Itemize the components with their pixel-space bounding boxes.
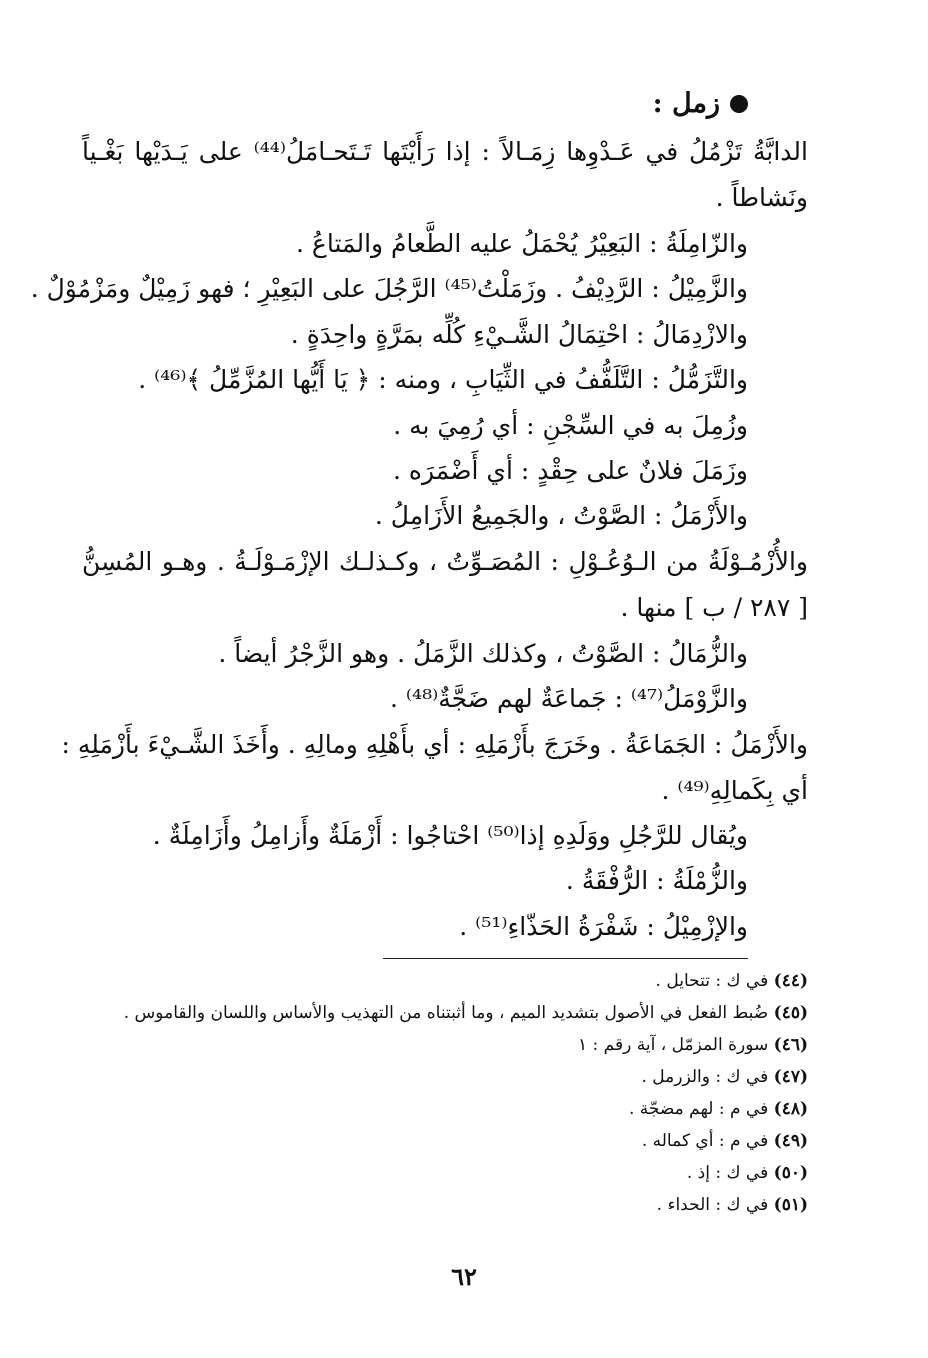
entry-line: والزَّمِيْلُ : الرَّدِيْفُ . وزَمَلْتُ⁽⁴⁵⁾ الرَّجُلَ على البَعِيْرِ ؛ فهو زَمِيْلٌ ومَزْمُوْلٌ . — [30, 274, 748, 303]
footnote — [657, 1192, 808, 1218]
entry-line: والزَّوْمَلُ⁽⁴⁷⁾ : جَماعَةٌ لهم ضَجَّةٌ⁽⁴⁸⁾ . — [390, 684, 748, 713]
footnote-number: (٤٤) — [773, 971, 808, 991]
bullet-icon — [730, 95, 748, 113]
footnote — [124, 1000, 808, 1026]
entry-line: ونَشاطاً . — [715, 183, 808, 212]
entry-line: والزُّمْلَةُ : الرُّفْقَةُ . — [565, 866, 748, 895]
footnote — [641, 1064, 808, 1090]
page-number: ٦٢ — [451, 1262, 477, 1291]
footnote-number: (٥١) — [773, 1195, 808, 1215]
footnote-text: في ك : والزرمل . — [641, 1067, 769, 1087]
entry-line: الدابَّةُ تَزْمُلُ في عَـدْوِها زِمَـالاً : إذا رَأَيْتَها تَـتَحـامَلُ⁽⁴⁴⁾ على يَـدَيْها بَغْـياً — [82, 137, 808, 166]
footnote-divider — [383, 958, 748, 959]
footnote-number: (٥٠) — [773, 1163, 808, 1183]
footnote-text: ضُبط الفعل في الأصول بتشديد الميم ، وما أثبتناه من التهذيب والأساس واللسان والقاموس . — [123, 1003, 769, 1023]
entry-line: والأَزْمَلُ : الصَّوْتُ ، والجَمِيعُ الأَزَامِلُ . — [374, 501, 748, 530]
manuscript-folio-line: [ ٢٨٧ / ب ] منها . — [620, 593, 808, 622]
footnote-number: (٤٧) — [773, 1067, 808, 1087]
footnote — [578, 1032, 808, 1058]
footnote-text: في ك : الحداء . — [656, 1195, 769, 1215]
footnote — [656, 968, 808, 994]
footnote-text: في م : أي كماله . — [641, 1131, 769, 1151]
footnote-number: (٤٥) — [773, 1003, 808, 1023]
footnote-text: في م : لهم مضجّة . — [628, 1099, 769, 1119]
footnote-text: في ك : تتحايل . — [655, 971, 769, 991]
entry-line: والزُّمَالُ : الصَّوْتُ ، وكذلك الزَّمَلُ . وهو الزَّجْرُ أيضاً . — [218, 639, 748, 668]
entry-line: وزَمَلَ فلانٌ على حِقْدٍ : أي أَضْمَرَه . — [393, 456, 748, 485]
entry-line: والأُزْمُـوْلَةُ من الـوُعُـوْلِ : المُصَـوِّتُ ، وكـذلـك الإزْمَـوْلَـةُ . وهـو المُسِنُّ — [82, 547, 808, 576]
entry-line: أي بِكَمالِهِ⁽⁴⁹⁾ . — [661, 776, 808, 805]
entry-line: وزُمِلَ به في السِّجْنِ : أي رُمِيَ به . — [393, 411, 748, 440]
footnote-text: سورة المزمّل ، آية رقم : ١ — [578, 1035, 769, 1055]
footnote — [629, 1096, 808, 1122]
footnote — [687, 1160, 808, 1186]
entry-heading-text: زمل : — [652, 88, 720, 119]
footnote — [642, 1128, 808, 1154]
entry-line: والأَزْمَلُ : الجَمَاعَةُ . وخَرَجَ بأَزْمَلِهِ : أي بأَهْلِهِ ومالِهِ . وأَخَذَ الشَّـيْءَ بأَزْمَلِهِ : — [61, 730, 808, 759]
footnote-number: (٤٩) — [773, 1131, 808, 1151]
footnote-number: (٤٦) — [773, 1035, 808, 1055]
footnote-text: في ك : إذ . — [686, 1163, 769, 1183]
entry-heading — [653, 88, 748, 119]
entry-line: والزّامِلَةُ : البَعِيْرُ يُحْمَلُ عليه الطَّعامُ والمَتاعُ . — [296, 229, 748, 258]
entry-line: والتَّزَمُّلُ : التَّلَفُّفُ في الثِّيَابِ ، ومنه : ﴿ يَا أَيُّها المُزَّمِّلُ ﴾⁽⁴⁶⁾ . — [138, 365, 748, 394]
entry-line: والازْدِمَالُ : احْتِمَالُ الشَّـيْءِ كُلِّه بمَرَّةٍ واحِدَةٍ . — [290, 320, 748, 349]
entry-line: والإزْمِيْلُ : شَفْرَةُ الحَذّاءِ⁽⁵¹⁾ . — [459, 912, 748, 941]
footnote-number: (٤٨) — [773, 1099, 808, 1119]
entry-line: ويُقال للرَّجُلِ ووَلَدِهِ إذا⁽⁵⁰⁾ احْتاجُوا : أَزْمَلَةٌ وأَزامِلُ وأَزَامِلَةٌ . — [152, 821, 748, 850]
